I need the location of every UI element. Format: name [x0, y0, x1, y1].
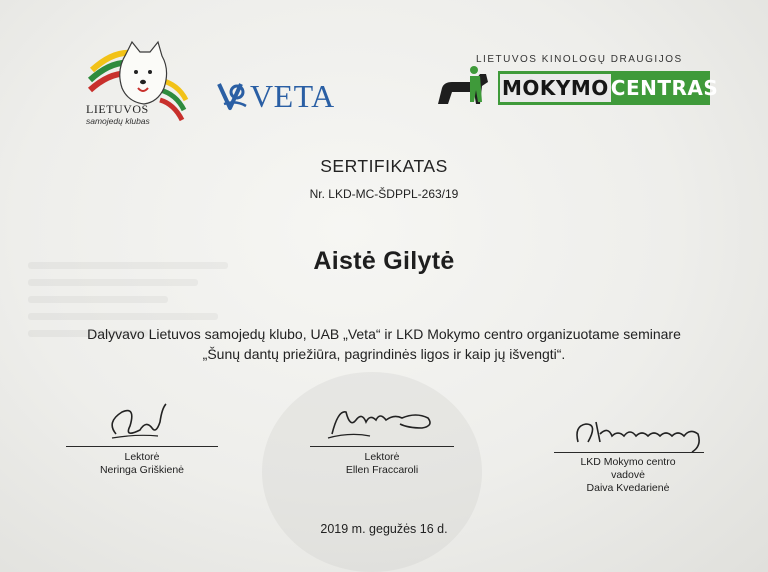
signature-3-role-line-1: LKD Mokymo centro [580, 456, 676, 468]
signature-line-3 [554, 452, 704, 453]
description-line-2: „Šunų dantų priežiūra, pagrindinės ligos ir kaip jų išvengti“. [202, 346, 566, 362]
signature-block-2 [310, 398, 454, 478]
samoyed-club-logo [86, 40, 192, 132]
lkd-logo-word-part2: CENTRAS [610, 76, 719, 100]
signature-line-1 [66, 446, 218, 447]
samoyed-logo-subtitle: samojedų klubas [86, 116, 150, 126]
samoyed-logo-title: LIETUVOS [86, 102, 149, 116]
signature-2-name: Ellen Fraccaroli [345, 464, 419, 476]
lkd-logo-word-part1: MOKYMO [502, 76, 609, 100]
certificate-title: SERTIFIKATAS [320, 156, 448, 176]
veta-logo-text: VETA [250, 78, 335, 114]
description-line-1: Dalyvavo Lietuvos samojedų klubo, UAB „Veta“ ir LKD Mokymo centro organizuotame seminare [87, 326, 681, 342]
lkd-logo-wordmark [500, 71, 718, 105]
signature-line-2 [310, 446, 454, 447]
signature-3-role-line-2: vadovė [611, 469, 645, 481]
signature-2-role: Lektorė [364, 451, 400, 463]
handwritten-signature-1 [66, 398, 218, 446]
signature-3-name: Daiva Kvedarienė [586, 482, 670, 494]
dogs-silhouette-icon [436, 64, 500, 110]
signature-block-1 [66, 398, 218, 478]
lkd-logo-top-text: LIETUVOS KINOLOGŲ DRAUGIJOS [476, 54, 683, 65]
handwritten-signature-2 [310, 398, 454, 446]
certificate-date: 2019 m. gegužės 16 d. [320, 522, 448, 536]
signature-1-name: Neringa Griškienė [99, 464, 185, 476]
signature-1-role: Lektorė [124, 451, 160, 463]
handwritten-signature-3 [548, 412, 708, 454]
certificate-number: Nr. LKD-MC-ŠDPPL-263/19 [309, 187, 459, 201]
recipient-name: Aistė Gilytė [313, 247, 455, 275]
lkd-mokymo-centras-logo [436, 54, 719, 114]
veta-emblem-icon [216, 78, 248, 112]
signature-block-3 [548, 412, 708, 496]
